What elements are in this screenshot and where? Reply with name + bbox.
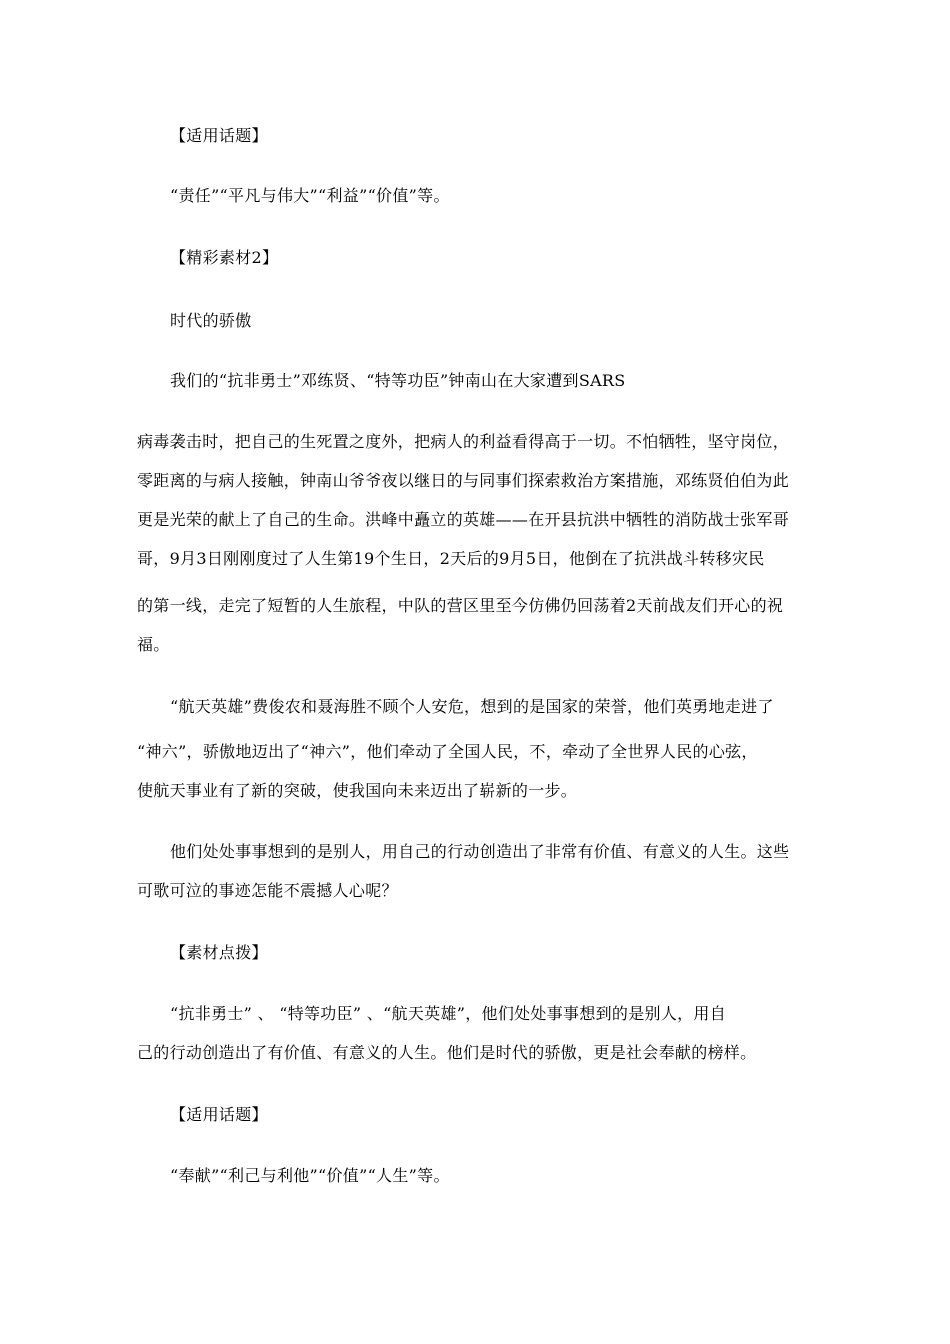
para1-line: 病毒袭击时，把自己的生死置之度外，把病人的利益看得高于一切。不怕牺牲，坚守岗位，: [137, 432, 790, 451]
para1-line: 哥，9月3日刚刚度过了人生第19个生日，2天后的9月5日，他倒在了抗洪战斗转移灾民: [137, 549, 765, 568]
para2-line: 使航天事业有了新的突破，使我国向未来迈出了崭新的一步。: [137, 781, 578, 800]
comment-heading: 【素材点拨】: [170, 943, 268, 962]
topic-heading-1: 【适用话题】: [170, 126, 268, 145]
comment-line: 己的行动创造出了有价值、有意义的人生。他们是时代的骄傲，更是社会奉献的榜样。: [137, 1043, 757, 1062]
para1-line: 福。: [137, 635, 170, 654]
para1-line: 零距离的与病人接触，钟南山爷爷夜以继日的与同事们探索救治方案措施，邓练贤伯伯为此: [137, 471, 790, 490]
para1-line: 的第一线，走完了短暂的人生旅程，中队的营区里至今仿佛仍回荡着2天前战友们开心的祝: [137, 596, 784, 615]
para3-line: 可歌可泣的事迹怎能不震撼人心呢？: [137, 881, 398, 900]
para2-line: “神六”，骄傲地迈出了“神六”，他们牵动了全国人民，不，牵动了全世界人民的心弦，: [137, 742, 758, 761]
material-heading-2: 【精彩素材2】: [170, 248, 279, 267]
comment-line: “抗非勇士” 、 “特等功臣” 、“航天英雄”，他们处处事事想到的是别人，用自: [170, 1004, 727, 1023]
topic-heading-2: 【适用话题】: [170, 1105, 268, 1124]
topic-text-1: “责任”“平凡与伟大”“利益”“价值”等。: [170, 186, 450, 205]
material-intro: 我们的“抗非勇士”邓练贤、“特等功臣”钟南山在大家遭到SARS: [170, 371, 626, 390]
para1-line: 更是光荣的献上了自己的生命。洪峰中矗立的英雄——在开县抗洪中牺牲的消防战士张军哥: [137, 510, 790, 529]
material-title: 时代的骄傲: [170, 311, 252, 330]
topic-text-2: “奉献”“利己与利他”“价值”“人生”等。: [170, 1166, 450, 1185]
para2-line: “航天英雄”费俊农和聂海胜不顾个人安危，想到的是国家的荣誉，他们英勇地走进了: [170, 697, 774, 716]
para3-line: 他们处处事事想到的是别人，用自己的行动创造出了非常有价值、有意义的人生。这些: [170, 842, 790, 861]
